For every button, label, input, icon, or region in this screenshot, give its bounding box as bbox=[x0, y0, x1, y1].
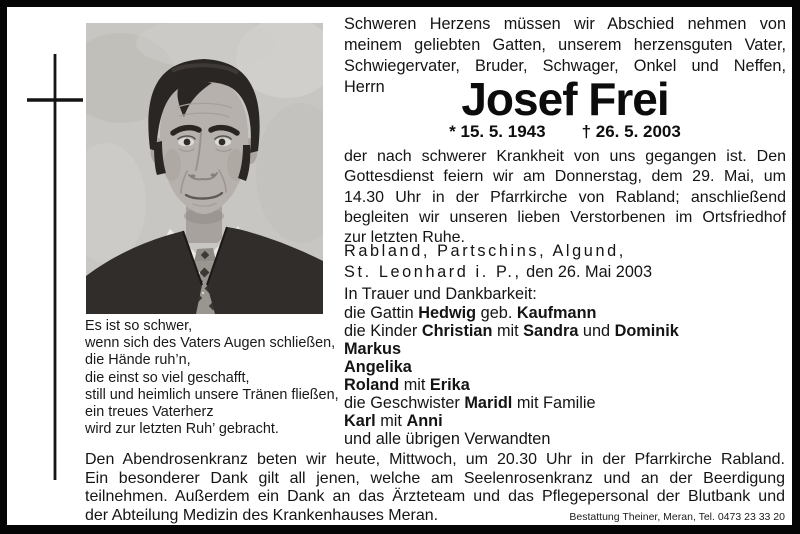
funeral-paragraph bbox=[344, 147, 786, 248]
funeral-line: Gottesdienst feiern wir am Donnerstag, dem 29. Mai, um bbox=[344, 168, 786, 186]
mourner-line: die Gattin Hedwig geb. Kaufmann bbox=[344, 304, 597, 322]
intro-line: Schwiegervater, Bruder, Schwager, Onkel und Neffen, bbox=[344, 57, 786, 75]
rosary-line: teilnehmen. Außerdem ein Dank an das Ärzteteam und das Pflegepersonal der Blutbank und bbox=[85, 488, 785, 506]
poem-line: Es ist so schwer, bbox=[85, 318, 193, 334]
mourner-line: die Kinder Christian mit Sandra und Dominik bbox=[344, 322, 679, 340]
mourner-line: Karl mit Anni bbox=[344, 412, 443, 430]
poem-line: still und heimlich unsere Tränen fließen, bbox=[85, 386, 339, 403]
mourner-line: und alle übrigen Verwandten bbox=[344, 430, 551, 448]
poem-line: die einst so viel geschafft, bbox=[85, 369, 250, 386]
poem-line: die Hände ruh’n, bbox=[85, 352, 191, 369]
funeral-line: der nach schwerer Krankheit von uns gegangen ist. Den bbox=[344, 148, 786, 165]
intro-line: Herrn bbox=[344, 78, 385, 96]
intro-line: meinem geliebten Gatten, unserem herzensguten Vater, bbox=[344, 36, 786, 54]
memorial-poem bbox=[85, 318, 341, 438]
funeral-line: 14.30 Uhr in der Pfarrkirche von Rabland; anschließend bbox=[344, 188, 786, 206]
mourning-header: In Trauer und Dankbarkeit: bbox=[344, 285, 537, 303]
birth-date: * 15. 5. 1943 bbox=[449, 122, 546, 141]
undertaker-credit: Bestattung Theiner, Meran, Tel. 0473 23 33 20 bbox=[569, 511, 785, 523]
intro-line: Schweren Herzens müssen wir Abschied nehmen von bbox=[344, 15, 786, 33]
memorial-cross-icon bbox=[24, 50, 88, 484]
life-dates bbox=[344, 122, 786, 142]
places-line: Rabland, Partschins, Algund, bbox=[344, 242, 626, 260]
mourner-line: Angelika bbox=[344, 358, 412, 376]
funeral-line: zur letzten Ruhe. bbox=[344, 229, 465, 247]
mourner-line: die Geschwister Maridl mit Familie bbox=[344, 394, 596, 412]
poem-line: wenn sich des Vaters Augen schließen, bbox=[85, 335, 336, 352]
deceased-name: Josef Frei bbox=[461, 73, 669, 125]
rosary-line: Den Abendrosenkranz beten wir heute, Mittwoch, um 20.30 Uhr in der Pfarrkirche Rabland. bbox=[85, 451, 785, 468]
rosary-line: der Abteilung Medizin des Krankenhauses Meran. bbox=[85, 506, 439, 524]
deceased-portrait-photo bbox=[86, 23, 323, 314]
mourner-line: Markus bbox=[344, 340, 402, 358]
rosary-line: Ein besonderer Dank gilt all jenen, welche am Seelenrosenkranz und an der Beerdigung bbox=[85, 469, 785, 487]
poem-line: ein treues Vaterherz bbox=[85, 404, 214, 421]
funeral-line: begleiten wir unseren lieben Verstorbenen im Ortsfriedhof bbox=[344, 208, 786, 226]
places-date-part: den 26. Mai 2003 bbox=[526, 262, 652, 281]
places-spaced-part: St. Leonhard i. P., bbox=[344, 262, 522, 281]
mourners-list bbox=[344, 304, 786, 448]
places-date-block bbox=[344, 241, 786, 282]
places-line bbox=[344, 262, 786, 283]
mourner-line: Roland mit Erika bbox=[344, 376, 470, 394]
death-date: † 26. 5. 2003 bbox=[581, 122, 681, 141]
deceased-portrait-image bbox=[86, 23, 323, 314]
poem-line: wird zur letzten Ruh’ gebracht. bbox=[85, 421, 279, 438]
